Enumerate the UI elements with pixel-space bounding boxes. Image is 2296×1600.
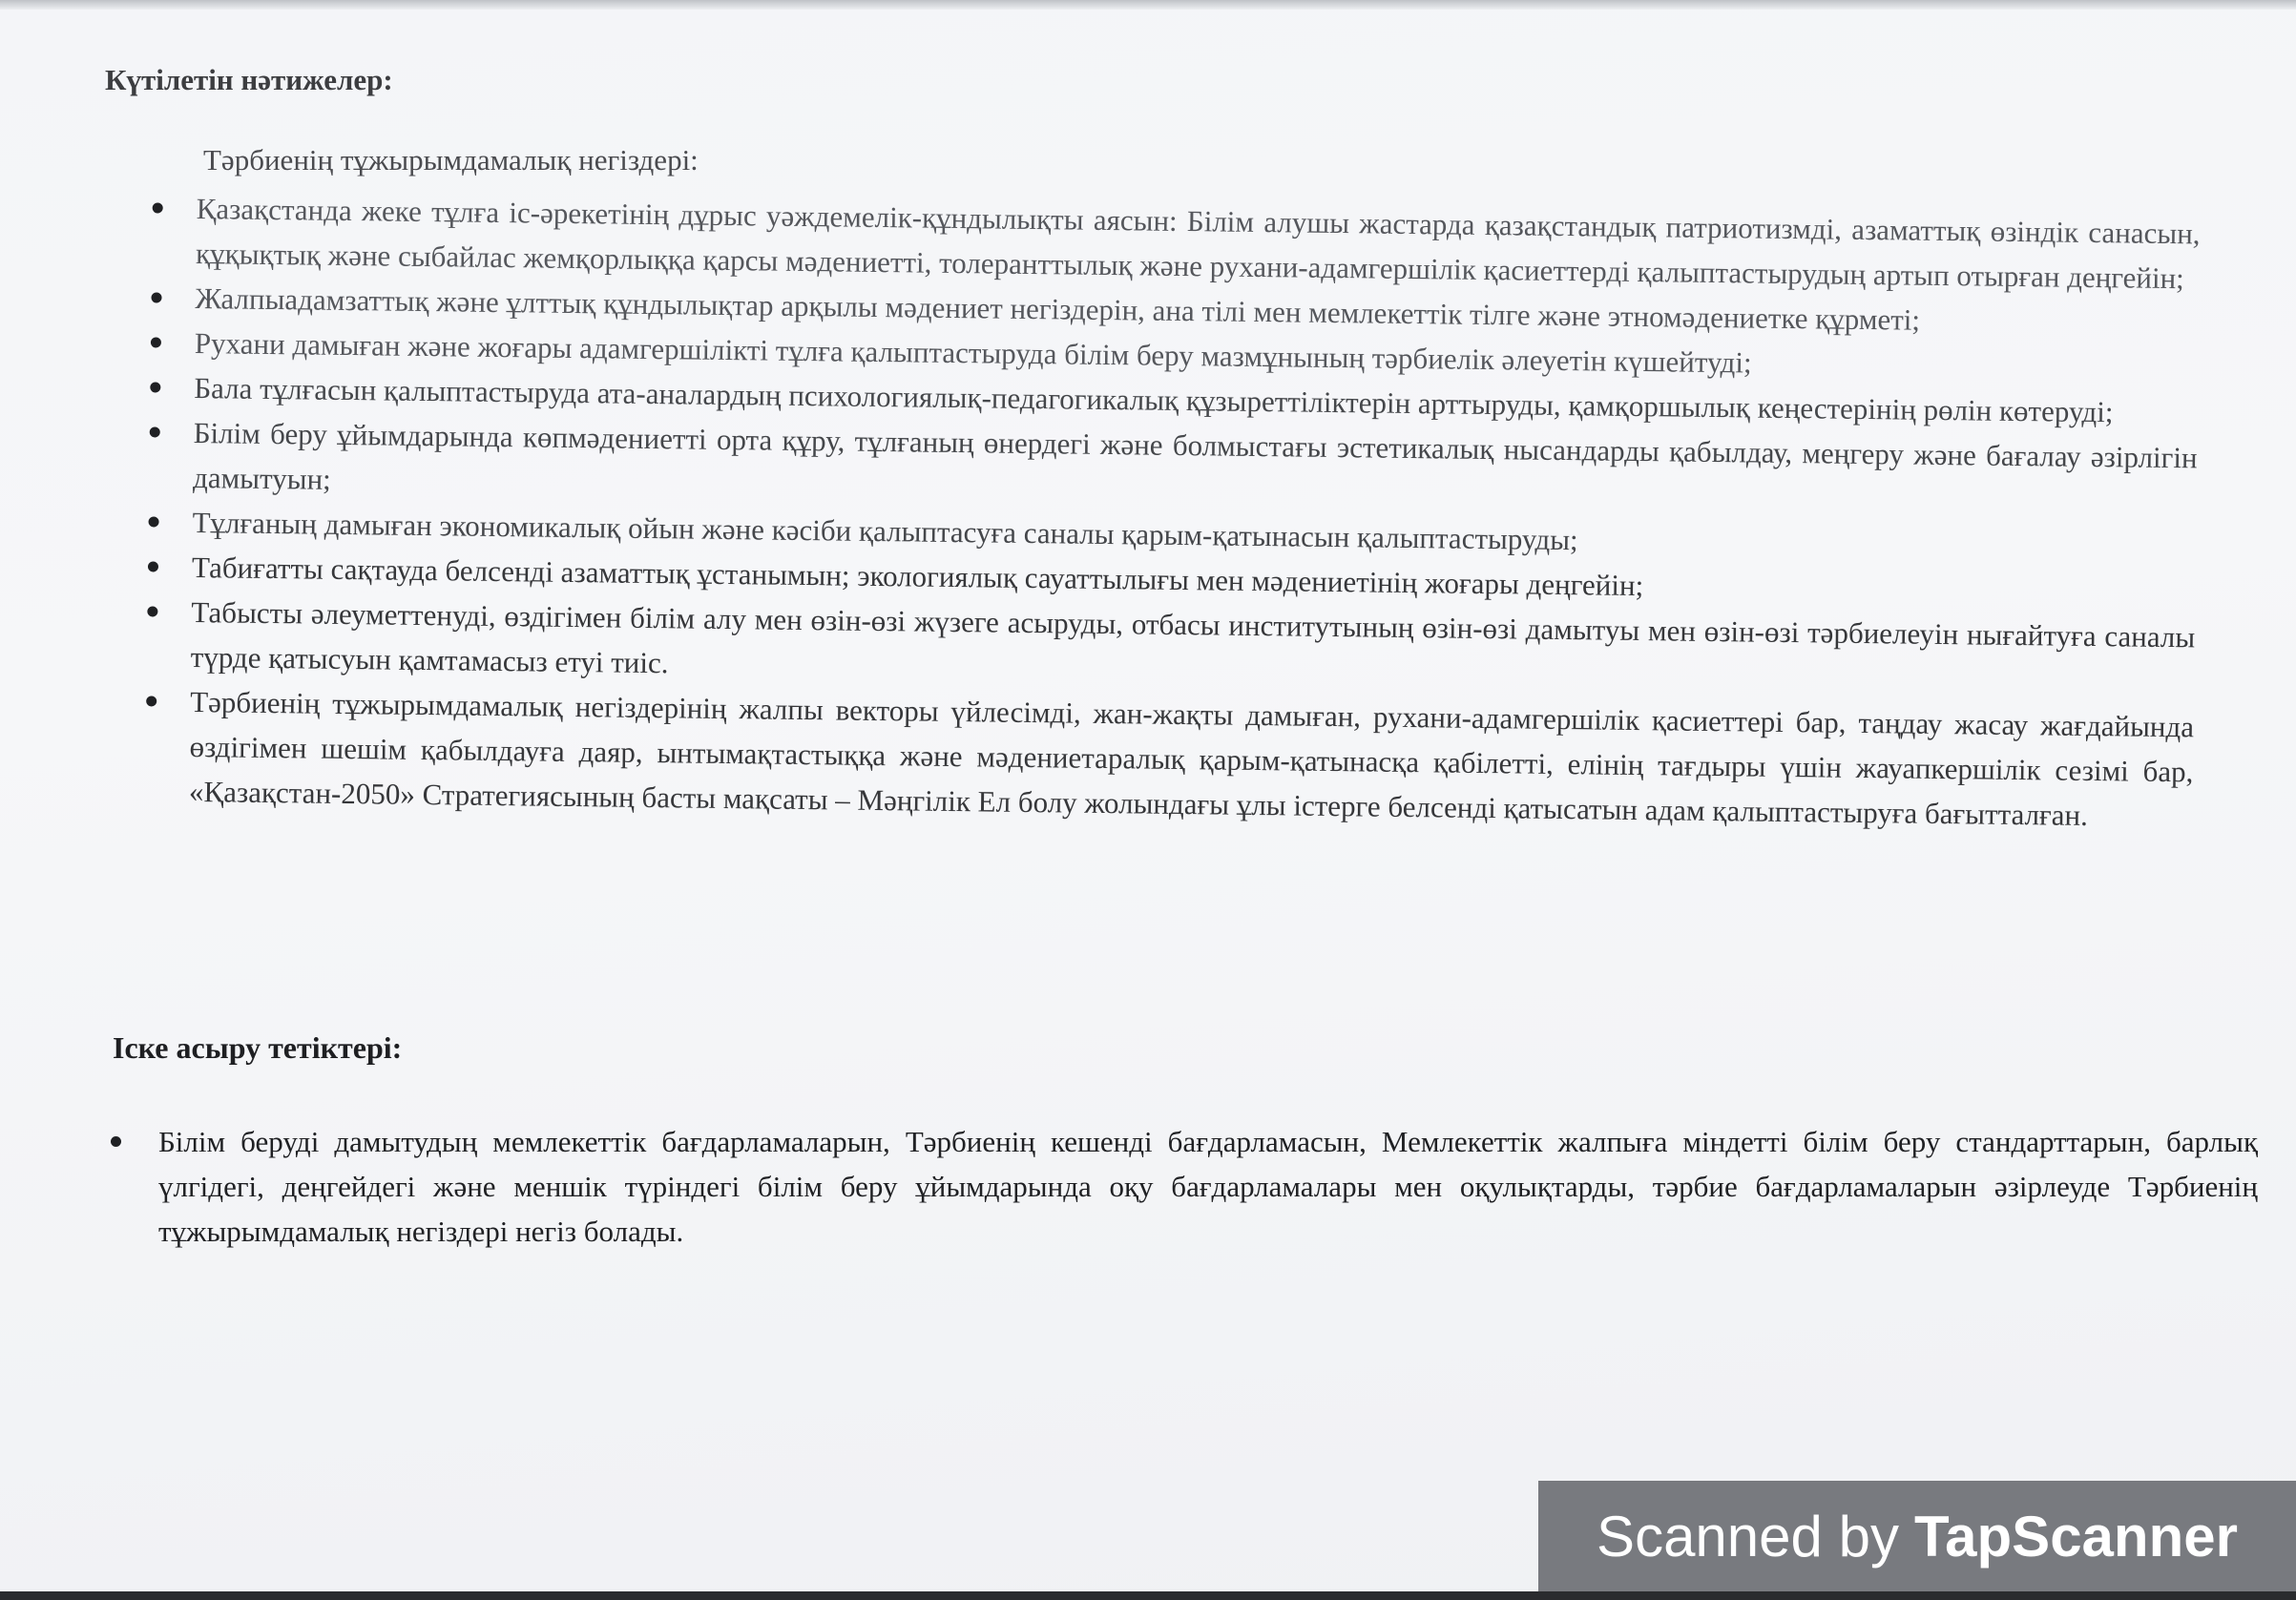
implementation-mechanisms-list: [158, 1119, 2258, 1254]
watermark-prefix: Scanned by: [1597, 1504, 1899, 1569]
bullet-icon: [153, 202, 163, 213]
list-item-text: Табысты әлеуметтенуді, өздігімен білім алу мен өзін-өзі жүзеге асыруды, отбасы институтының өзін-өзі дамытуы мен өзін-өзі тәрбиелеуін нығайтуға саналы түрде қатысуын қамтамасыз етуі тиіс.: [190, 594, 2196, 680]
watermark-brand: TapScanner: [1913, 1504, 2238, 1569]
list-item-text: Білім беруді дамытудың мемлекеттік бағдарламаларын, Тәрбиенің кешенді бағдарламасын, Мемлекеттік жалпыға міндетті білім беру стандарттарын, барлық үлгідегі, деңгейдегі және меншік түріндегі білім беру ұйымдарында оқу бағдарламалары мен оқулықтарды, тәрбие бағдарламаларын әзірлеуде Тәрбиенің тұжырымдамалық негіздері негіз болады.: [158, 1125, 2258, 1248]
list-item-text: Бала тұлғасын қалыптастыруда ата-аналардың психологиялық-педагогикалық құзыреттіліктерін арттыруды, қамқоршылық кеңестерінің рөлін көтеруді;: [194, 370, 2114, 429]
list-item-text: Білім беру ұйымдарында көпмәдениетті орта құру, тұлғаның өнердегі және болмыстағы эстетикалық нысандарды қабылдау, меңгеру және бағалау әзірлігін дамытуын;: [192, 415, 2198, 496]
bullet-icon: [150, 382, 160, 392]
expected-results-list: [189, 186, 2201, 839]
bullet-icon: [151, 337, 161, 347]
list-item-text: Қазақстанда жеке тұлға іс-әрекетінің дұрыс уәждемелік-құндылықты аясын: Білім алушы жастарда қазақстандық патриотизмді, азаматтық өзіндік санасын, құқықтық және сыбайлас жемқорлыққа қарсы мәдениетті, толеранттылық және рухани-адамгершілік қасиеттерді қалыптастырудың артып отырған деңгейін;: [195, 191, 2201, 296]
list-item-text: Табиғатты сақтауда белсенді азаматтық ұстанымын; экологиялық сауаттылығы мен мәдениетінің жоғары деңгейін;: [191, 550, 1644, 603]
expected-results-heading: Күтілетін нәтижелер:: [105, 63, 393, 96]
bullet-icon: [111, 1136, 121, 1147]
bullet-icon: [148, 561, 158, 571]
bullet-icon: [151, 292, 161, 302]
list-item-text: Рухани дамыған және жоғары адамгершілікті тұлға қалыптастыруда білім беру мазмұнының тәрбиелік әлеуетін күшейтуді;: [194, 325, 1752, 380]
list-item-text: Тәрбиенің тұжырымдамалық негіздерінің жалпы векторы үйлесімді, жан-жақты дамыған, рухани-адамгершілік қасиеттері бар, таңдау жасау жағдайында өздігімен шешім қабылдауға даяр, ынтымақтастыққа және мәдениетаралық қарым-қатынасқа қабілетті, елінің тағдыры үшін жауапкершілік сезімі бар, «Қазақстан-2050» Стратегиясының басты мақсаты – Мәңгілік Ел болу жолындағы ұлы істерге белсенді қатысатын адам қалыптастыруға бағытталған.: [188, 684, 2195, 832]
list-item: [189, 679, 2195, 839]
bullet-icon: [149, 516, 159, 527]
list-item-text: Жалпыадамзаттық және ұлттық құндылықтар арқылы мәдениет негіздерін, ана тілі мен мемлекеттік тілге және этномәдениетке құрметі;: [195, 281, 1921, 337]
bullet-icon: [147, 606, 157, 616]
list-item-text: Тұлғаның дамыған экономикалық ойын және кәсіби қалыптасуға саналы қарым-қатынасын қалыптастыруды;: [192, 505, 1578, 557]
page-bottom-edge: [0, 1591, 2296, 1600]
bullet-icon: [146, 696, 157, 706]
bullet-icon: [150, 426, 160, 437]
conceptual-foundations-subheading: Тәрбиенің тұжырымдамалық негіздері:: [203, 143, 699, 177]
implementation-mechanisms-heading: Іске асыру тетіктері:: [113, 1030, 403, 1065]
page-top-edge: [0, 0, 2296, 10]
list-item: [158, 1119, 2258, 1254]
scanner-watermark: [1538, 1481, 2296, 1591]
